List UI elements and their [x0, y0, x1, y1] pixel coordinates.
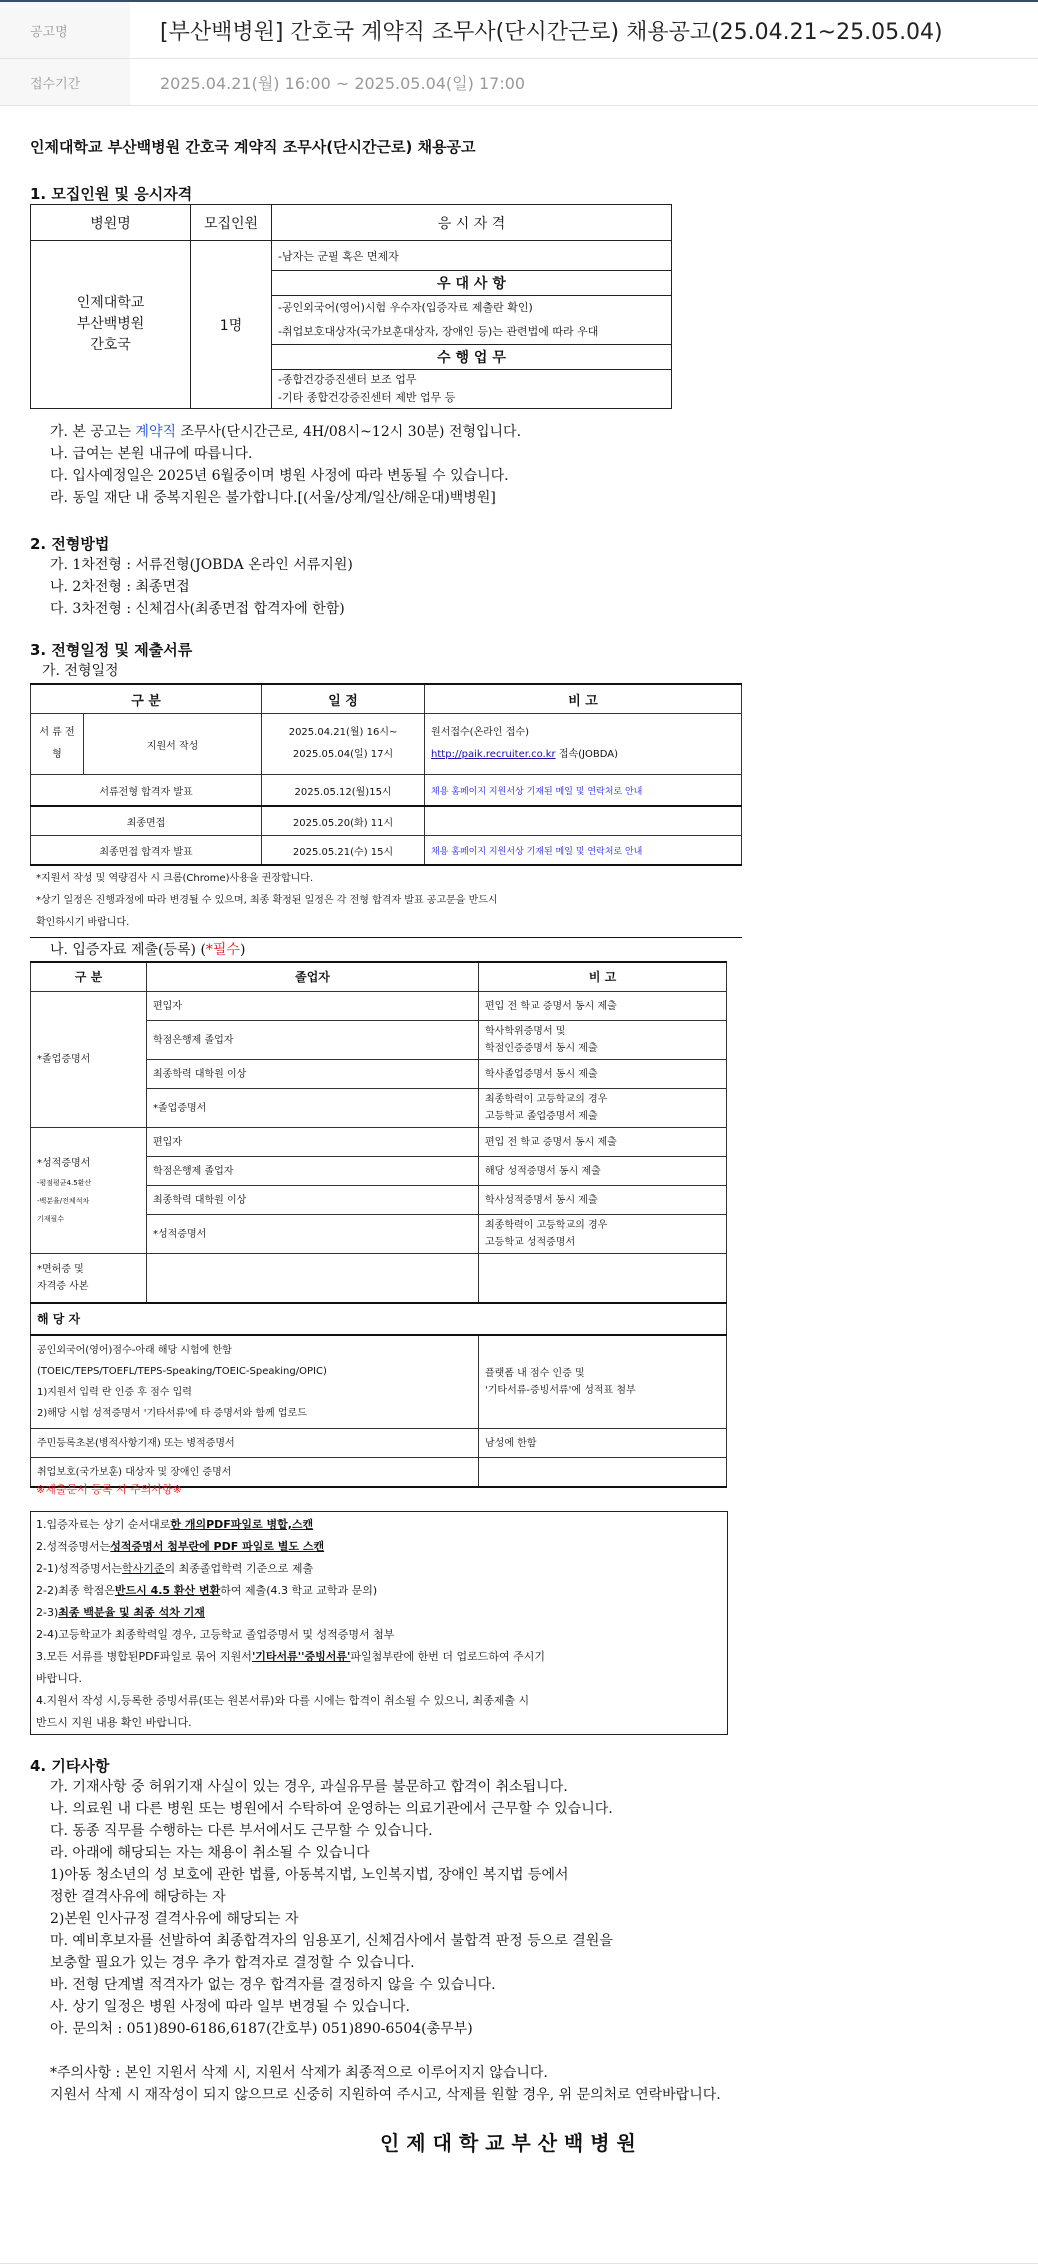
caution-10: 반드시 지원 내용 확인 바랍니다. [36, 1716, 192, 1729]
note-a [50, 421, 521, 443]
note-a-post: 조무사(단시간근로, 4H/08시~12시 30분) 전형입니다. [176, 424, 522, 440]
preference-2: -취업보호대상자(국가보훈대상자, 장애인 등)는 관련법에 따라 우대 [278, 325, 599, 338]
duty-cell [272, 370, 672, 409]
application-note-2-tail: 접속(JOBDA) [555, 749, 619, 760]
th-hospital: 병원명 [31, 205, 191, 241]
th-count: 모집인원 [191, 205, 272, 241]
interview-note [425, 806, 742, 836]
caution-8: 바랍니다. [36, 1672, 83, 1685]
preference-1: -공인외국어(영어)시험 우수자(입증자료 제출란 확인) [278, 301, 533, 314]
caution-bold: 최종 백분율 및 최종 석차 기재 [58, 1606, 205, 1619]
caution-underline: 학사기준 [122, 1562, 165, 1575]
application-note-2 [431, 744, 735, 766]
doc-result-note: 채용 홈페이지 지원서상 기재된 메일 및 연락처로 안내 [425, 775, 742, 807]
th-qualification: 응 시 자 격 [272, 205, 672, 241]
final-result-note: 채용 홈페이지 지원서상 기재된 메일 및 연락처로 안내 [425, 836, 742, 866]
etc-item: 다. 동종 직무를 수행하는 다른 부서에서도 근무할 수 있습니다. [50, 1823, 433, 1839]
caution-1 [36, 1514, 545, 1536]
schedule-note: 확인하시기 바랍니다. [36, 917, 130, 928]
doc-result-date: 2025.05.12(월)15시 [262, 775, 425, 807]
schedule-note: *지원서 작성 및 역량검사 시 크롬(Chrome)사용을 권장합니다. [36, 873, 314, 884]
veteran-note [479, 1458, 727, 1488]
caution-4 [36, 1580, 545, 1602]
etc-item: 바. 전형 단계별 적격자가 없는 경우 합격자를 결정하지 않을 수 있습니다. [50, 1977, 496, 1993]
etc-item: 1)아동 청소년의 성 보호에 관한 법률, 아동복지법, 노인복지법, 장애인 복지법 등에서 [50, 1867, 569, 1883]
caution-2 [36, 1536, 545, 1558]
caution-3 [36, 1558, 545, 1580]
documents-table [30, 961, 727, 1488]
th-division: 구 분 [31, 684, 262, 714]
caution-text: 2-3) [36, 1606, 59, 1619]
caution-list [36, 1514, 545, 1734]
language-cell [31, 1335, 479, 1429]
note-line: 학사학위증명서 및 [485, 1026, 566, 1037]
title-label: 공고명 [0, 2, 130, 58]
applicable-heading: 해 당 자 [31, 1303, 727, 1335]
etc-item: 마. 예비후보자를 선발하여 최종합격자의 임용포기, 신체검사에서 불합격 판정 등으로 결원을 [50, 1933, 613, 1949]
diploma-row-note: 학사졸업증명서 동시 제출 [479, 1060, 727, 1089]
notice-title: [부산백병원] 간호국 계약직 조무사(단시간근로) 채용공고(25.04.21~25.05.04) [160, 19, 943, 45]
transcript-group-label: *성적증명서 [37, 1157, 91, 1169]
documents-subtitle-post: ) [239, 942, 246, 958]
caution-bold: '기타서류''증빙서류' [251, 1650, 351, 1663]
application-date-cell [262, 714, 425, 775]
section-2-title: 2. 전형방법 [30, 535, 110, 553]
military-cell: 주민등록초본(병적사항기재) 또는 병적증명서 [31, 1429, 479, 1458]
doc-screening-cell [31, 714, 84, 775]
caution-text: 3.모든 서류를 병합된PDF파일로 묶어 지원서 [36, 1650, 252, 1663]
count-cell: 1명 [191, 241, 272, 409]
method-2: 나. 2차전형 : 최종면접 [50, 579, 190, 595]
transcript-hint: -백분율/전체석차 [37, 1196, 90, 1205]
etc-item: 정한 결격사유에 해당하는 자 [50, 1889, 226, 1905]
doc-result-cell: 서류전형 합격자 발표 [31, 775, 262, 807]
caution-text: 하여 제출(4.3 학교 교학과 문의) [220, 1584, 378, 1597]
note-a-pre: 가. 본 공고는 [50, 424, 136, 440]
preference-title: 우 대 사 항 [272, 271, 672, 296]
language-note [479, 1335, 727, 1429]
language-line: 공인외국어(영어)점수-아래 해당 시험에 한함 [37, 1345, 232, 1356]
transcript-row-note [479, 1215, 727, 1254]
final-result-date: 2025.05.21(수) 15시 [262, 836, 425, 866]
schedule-notes [36, 868, 498, 934]
application-date-2: 2025.05.04(일) 17시 [292, 749, 394, 760]
caution-7 [36, 1646, 545, 1668]
caution-text: 파일첨부란에 한번 더 업로드하여 주시기 [350, 1650, 546, 1663]
etc-item: 2)본원 인사규정 결격사유에 해당되는 자 [50, 1911, 299, 1927]
note-line: 고등학교 졸업증명서 제출 [485, 1111, 598, 1122]
documents-subtitle [50, 939, 245, 961]
etc-list [50, 1776, 613, 2040]
diploma-row-label: 최종학력 대학원 이상 [147, 1060, 479, 1089]
hospital-line: 부산백병원 [76, 316, 145, 332]
section-1-title: 1. 모집인원 및 응시자격 [30, 185, 193, 203]
method-3: 다. 3차전형 : 신체검사(최종면접 합격자에 한함) [50, 601, 345, 617]
section-3-title: 3. 전형일정 및 제출서류 [30, 641, 193, 659]
license-group [31, 1254, 147, 1304]
th-graduate: 졸업자 [147, 962, 479, 992]
final-result-cell: 최종면접 합격자 발표 [31, 836, 262, 866]
caution-text: 의 최종졸업학력 기준으로 제출 [164, 1562, 314, 1575]
transcript-row-label: 최종학력 대학원 이상 [147, 1186, 479, 1215]
period-label: 접수기간 [0, 59, 130, 105]
language-line: (TOEIC/TEPS/TOEFL/TEPS-Speaking/TOEIC-Speaking/OPIC) [37, 1366, 327, 1377]
license-line: *면허증 및 [37, 1264, 84, 1275]
note-line: 학점인증증명서 동시 제출 [485, 1043, 598, 1054]
hospital-line: 간호국 [90, 337, 131, 353]
transcript-row-note: 학사성적증명서 동시 제출 [479, 1186, 727, 1215]
language-line: 2)해당 시험 성적증명서 '기타서류'에 타 증명서와 함께 업로드 [37, 1408, 307, 1419]
caution-5 [36, 1602, 545, 1624]
period-row [0, 59, 1038, 106]
notice-title-row [0, 0, 1038, 59]
caution-title: ※제출문서 등록 시 주의사항※ [36, 1483, 182, 1496]
language-line: 1)지원서 입력 란 인증 후 점수 입력 [37, 1387, 192, 1398]
delete-notice-1: *주의사항 : 본인 지원서 삭제 시, 지원서 삭제가 최종적으로 이루어지지 않습니다. [50, 2065, 548, 2081]
note-line: 최종학력이 고등학교의 경우 [485, 1094, 608, 1105]
doc-screening-l1: 서 류 전 [39, 727, 75, 738]
bottom-divider [0, 2263, 1038, 2268]
hospital-line: 인제대학교 [76, 295, 145, 311]
diploma-row-note: 편입 전 학교 증명서 동시 제출 [479, 992, 727, 1021]
caution-text: 2.성적증명서는 [36, 1540, 111, 1553]
duty-1: -종합건강증진센터 보조 업무 [278, 373, 417, 386]
caution-bold: 반드시 4.5 환산 변환 [114, 1584, 221, 1597]
etc-item: 사. 상기 일정은 병원 사정에 따라 일부 변경될 수 있습니다. [50, 1999, 411, 2015]
delete-notice-2: 지원서 삭제 시 재작성이 되지 않으므로 신중히 지원하여 주시고, 삭제를 원할 경우, 위 문의처로 연락바랍니다. [50, 2087, 721, 2103]
footer-organization: 인 제 대 학 교 부 산 백 병 원 [380, 2131, 636, 2155]
qualification-1: -남자는 군필 혹은 면제자 [272, 241, 672, 271]
diploma-group: *졸업증명서 [31, 992, 147, 1128]
jobda-link[interactable]: http://paik.recruiter.co.kr [431, 749, 556, 760]
duty-title: 수 행 업 무 [272, 345, 672, 370]
transcript-hint: -평점평균4.5환산 [37, 1178, 92, 1187]
transcript-row-note: 해당 성적증명서 동시 제출 [479, 1157, 727, 1186]
diploma-row-note [479, 1021, 727, 1060]
method-1: 가. 1차전형 : 서류전형(JOBDA 온라인 서류지원) [50, 557, 353, 573]
th-date: 일 정 [262, 684, 425, 714]
period-value: 2025.04.21(월) 16:00 ~ 2025.05.04(일) 17:00 [160, 73, 526, 93]
caution-text: 2-1)성적증명서는 [36, 1562, 123, 1575]
license-graduate [147, 1254, 479, 1304]
note-a-blue: 계약직 [135, 424, 176, 440]
diploma-row-label: 편입자 [147, 992, 479, 1021]
note-line: 고등학교 성적증명서 [485, 1237, 576, 1248]
military-note: 남성에 한함 [479, 1429, 727, 1458]
etc-item: 아. 문의처 : 051)890-6186,6187(간호부) 051)890-6504(총무부) [50, 2021, 473, 2037]
diploma-row-note [479, 1089, 727, 1128]
th-note: 비 고 [425, 684, 742, 714]
application-note-cell [425, 714, 742, 775]
documents-subtitle-pre: 나. 입증자료 제출(등록) ( [50, 942, 206, 958]
schedule-subtitle: 가. 전형일정 [42, 663, 119, 679]
note-line: 최종학력이 고등학교의 경우 [485, 1220, 608, 1231]
doc-heading: 인제대학교 부산백병원 간호국 계약직 조무사(단시간근로) 채용공고 [30, 138, 476, 156]
doc-screening-l2: 형 [52, 749, 62, 760]
note-line: '기타서류-증빙서류'에 성적표 첨부 [485, 1385, 636, 1396]
etc-item: 나. 의료원 내 다른 병원 또는 병원에서 수탁하여 운영하는 의료기관에서 근무할 수 있습니다. [50, 1801, 613, 1817]
diploma-row-label: *졸업증명서 [147, 1089, 479, 1128]
etc-item: 가. 기재사항 중 허위기재 사실이 있는 경우, 과실유무를 불문하고 합격이 취소됩니다. [50, 1779, 568, 1795]
caution-bold: 한 개의PDF파일로 병합,스캔 [170, 1518, 314, 1531]
caution-9: 4.지원서 작성 시,등록한 증빙서류(또는 원본서류)와 다를 시에는 합격이 취소될 수 있으니, 최종제출 시 [36, 1694, 530, 1707]
application-note-1: 원서접수(온라인 접수) [431, 727, 529, 738]
section-4-title: 4. 기타사항 [30, 1757, 110, 1775]
preference-cell [272, 296, 672, 345]
application-cell: 지원서 작성 [84, 714, 262, 775]
note-c: 다. 입사예정일은 2025년 6월중이며 병원 사정에 따라 변동될 수 있습니다. [50, 468, 509, 484]
caution-6: 2-4)고등학교가 최종학력일 경우, 고등학교 졸업증명서 및 성적증명서 첨부 [36, 1628, 395, 1641]
etc-item: 라. 아래에 해당되는 자는 채용이 취소될 수 있습니다 [50, 1845, 370, 1861]
etc-item: 보충할 필요가 있는 경우 추가 합격자로 결정할 수 있습니다. [50, 1955, 415, 1971]
transcript-row-note: 편입 전 학교 증명서 동시 제출 [479, 1128, 727, 1157]
diploma-row-label: 학점은행제 졸업자 [147, 1021, 479, 1060]
interview-date: 2025.05.20(화) 11시 [262, 806, 425, 836]
application-date-1: 2025.04.21(월) 16시~ [288, 727, 398, 738]
note-d: 라. 동일 재단 내 중복지원은 불가합니다.[(서울/상계/일산/해운대)백병원] [50, 490, 496, 506]
license-note [479, 1254, 727, 1304]
transcript-row-label: 편입자 [147, 1128, 479, 1157]
transcript-row-label: *성적증명서 [147, 1215, 479, 1254]
hospital-cell [31, 241, 191, 409]
th-doc-note: 비 고 [479, 962, 727, 992]
transcript-group [31, 1128, 147, 1254]
duty-2: -기타 종합건강증진센터 제반 업무 등 [278, 391, 456, 404]
qualification-table [30, 204, 672, 409]
caution-text: 2-2)최종 학점은 [36, 1584, 115, 1597]
caution-bold: 성적증명서 첨부란에 PDF 파일로 별도 스캔 [110, 1540, 325, 1553]
license-line: 자격증 사본 [37, 1281, 89, 1292]
schedule-note: *상기 일정은 진행과정에 따라 변경될 수 있으며, 최종 확정된 일정은 각 전형 합격자 발표 공고문을 반드시 [36, 895, 498, 906]
caution-text: 1.입증자료는 상기 순서대로 [36, 1518, 171, 1531]
transcript-row-label: 학점은행제 졸업자 [147, 1157, 479, 1186]
required-mark: *필수 [205, 942, 240, 958]
note-b: 나. 급여는 본원 내규에 따릅니다. [50, 446, 253, 462]
th-doc-division: 구 분 [31, 962, 147, 992]
note-line: 플랫폼 내 점수 인증 및 [485, 1368, 585, 1379]
veteran-cell: 취업보호(국가보훈) 대상자 및 장애인 증명서 [31, 1458, 479, 1488]
divider [30, 937, 742, 938]
schedule-table [30, 683, 742, 866]
transcript-hint: 기재필수 [37, 1214, 65, 1223]
interview-cell: 최종면접 [31, 806, 262, 836]
